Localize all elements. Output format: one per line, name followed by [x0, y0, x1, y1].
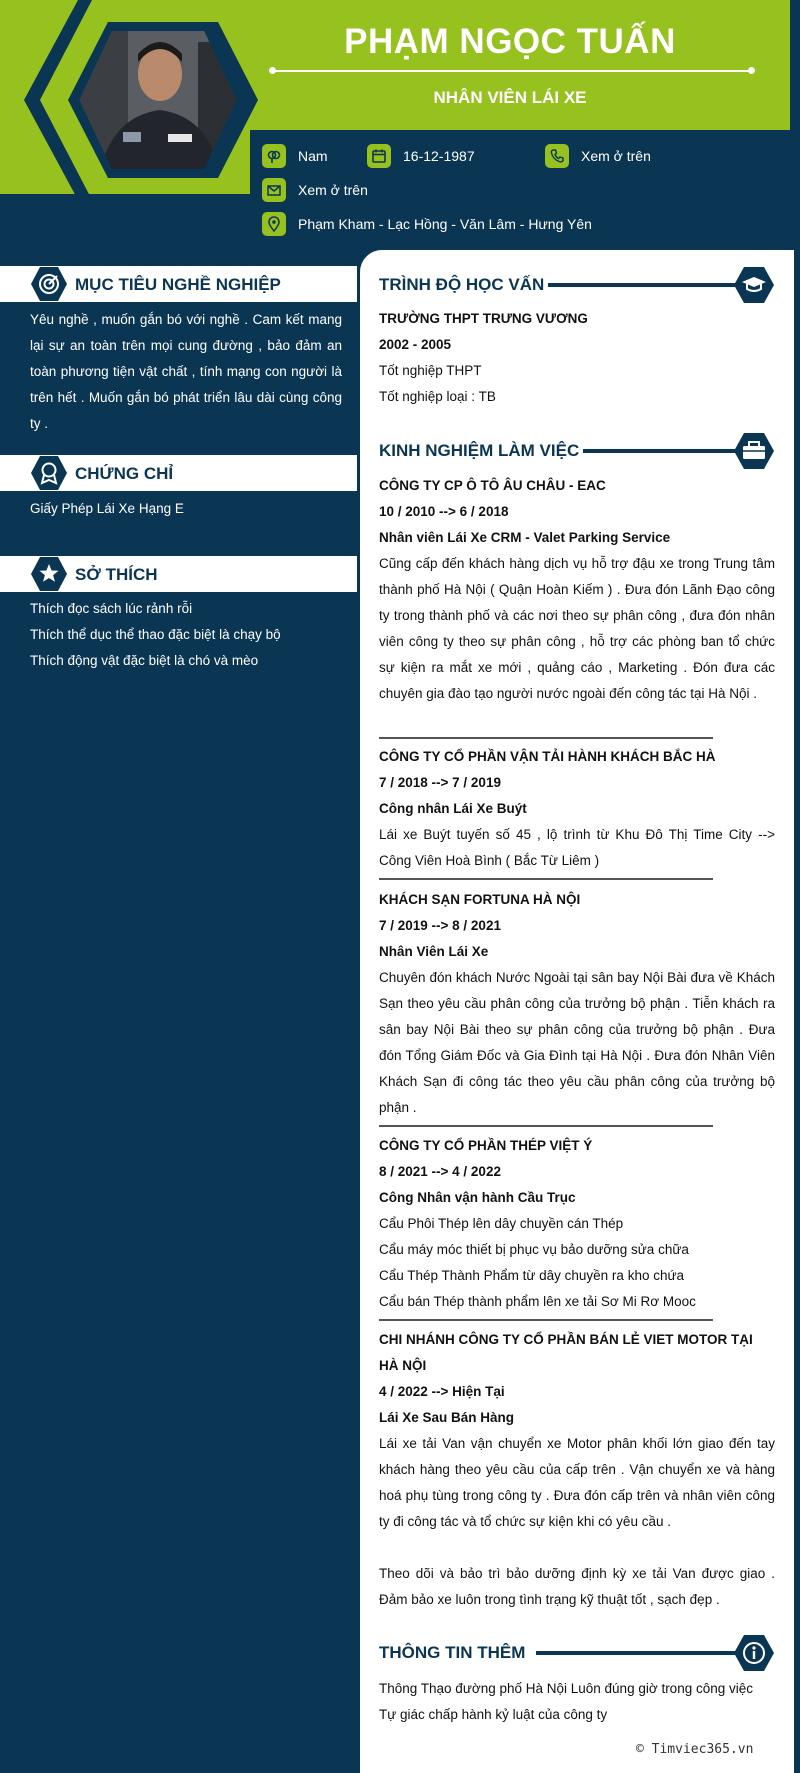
extra-info-title: THÔNG TIN THÊM — [379, 1643, 526, 1662]
watermark-footer: © Timviec365.vn — [636, 1742, 754, 1757]
education-line: Tốt nghiệp loại : TB — [379, 389, 496, 404]
job-task: Cẩu Thép Thành Phẩm từ dây chuyền ra kho chứa — [379, 1268, 685, 1283]
job-company: CÔNG TY CỔ PHẦN THÉP VIỆT Ý — [379, 1138, 593, 1153]
job-company: CHI NHÁNH CÔNG TY CỔ PHẦN BÁN LẺ VIET MOTOR TẠI HÀ NỘI — [379, 1332, 753, 1373]
job-role: Công Nhân vận hành Cầu Trục — [379, 1190, 576, 1205]
certificate-item: Giấy Phép Lái Xe Hạng E — [30, 501, 184, 516]
info-icon — [733, 1634, 775, 1672]
address-value: Phạm Kham - Lạc Hồng - Văn Lâm - Hưng Yên — [298, 216, 592, 232]
job-period: 7 / 2018 --> 7 / 2019 — [379, 775, 501, 790]
phone-icon — [545, 144, 569, 168]
job-period: 10 / 2010 --> 6 / 2018 — [379, 504, 509, 519]
graduation-cap-icon — [733, 266, 775, 304]
job-divider — [379, 737, 713, 739]
job-description-extra: Theo dõi và bảo trì bảo dưỡng định kỳ xe tải Van được giao . Đảm bảo xe luôn trong tình trạng kỹ thuật tốt , sạch đẹp . — [379, 1566, 775, 1607]
job-task: Cẩu bán Thép thành phẩm lên xe tải Sơ Mi Rơ Mooc — [379, 1294, 696, 1309]
job-entry — [379, 1133, 775, 1315]
job-divider — [379, 878, 713, 880]
job-company: KHÁCH SẠN FORTUNA HÀ NỘI — [379, 892, 581, 907]
info-email — [262, 178, 368, 202]
email-value: Xem ở trên — [298, 182, 368, 198]
job-role: Nhân Viên Lái Xe — [379, 944, 489, 959]
extra-info-line: Thông Thạo đường phố Hà Nội Luôn đúng giờ trong công việc — [379, 1681, 753, 1696]
experience-title: KINH NGHIỆM LÀM VIỆC — [379, 441, 580, 460]
star-icon — [30, 556, 68, 592]
job-divider — [379, 1125, 713, 1127]
award-icon — [30, 455, 68, 491]
job-entry — [379, 473, 775, 707]
certificates-title: CHỨNG CHỈ — [75, 464, 174, 483]
job-description: Lái xe Buýt tuyến số 45 , lộ trình từ Khu Đô Thị Time City --> Công Viên Hoà Bình ( Bắc Từ Liêm ) — [379, 827, 775, 868]
info-phone — [545, 144, 651, 168]
name-underline — [272, 70, 752, 72]
school-name: TRƯỜNG THPT TRƯNG VƯƠNG — [379, 311, 588, 326]
job-description: Lái xe tải Van vận chuyển xe Motor phân khối lớn giao đến tay khách hàng theo yêu cầu của cấp trên . Vận chuyển xe và hàng hoá phụ tùng trong công ty . Đưa đón cấp trên và nhân viên công ty đi công tác và tổ chức sự kiện khi có yêu cầu . — [379, 1436, 775, 1529]
job-description: Chuyên đón khách Nước Ngoài tại sân bay Nội Bài đưa về Khách Sạn theo yêu cầu phân công của trưởng bộ phận . Tiễn khách ra sân bay Nội Bài theo sự phân công của trưởng bộ phận . Đưa đón Tổng Giám Đốc và Gia Đình tại Hà Nội . Đưa đón Nhân Viên Khách Sạn đi công tác theo yêu cầu phân công của trưởng bộ phận . — [379, 970, 775, 1115]
info-birthdate — [367, 144, 475, 168]
education-period: 2002 - 2005 — [379, 337, 452, 352]
job-role: Nhân viên Lái Xe CRM - Valet Parking Service — [379, 530, 671, 545]
briefcase-icon — [733, 432, 775, 470]
avatar — [68, 22, 248, 177]
job-company: CÔNG TY CỔ PHẦN VẬN TẢI HÀNH KHÁCH BẮC HÀ — [379, 749, 716, 764]
hobby-item: Thích thể dục thể thao đặc biệt là chạy bộ — [30, 627, 281, 642]
job-entry — [379, 744, 775, 874]
education-title: TRÌNH ĐỘ HỌC VẤN — [379, 275, 545, 294]
hobby-item: Thích động vật đặc biệt là chó và mèo — [30, 653, 259, 668]
objective-text: Yêu nghề , muốn gắn bó với nghề . Cam kết mang lại sự an toàn trên mọi cung đường , bảo đảm an toàn phương tiện vật chất , tính mạng con người là trên hết . Muốn gắn bó phát triển lâu dài cùng công ty . — [30, 312, 342, 431]
job-period: 7 / 2019 --> 8 / 2021 — [379, 918, 501, 933]
info-address — [262, 212, 592, 236]
candidate-position: NHÂN VIÊN LÁI XE — [433, 88, 587, 107]
education-block — [379, 306, 775, 410]
phone-value: Xem ở trên — [581, 148, 651, 164]
job-task: Cẩu máy móc thiết bị phục vụ bảo dưỡng sửa chữa — [379, 1242, 689, 1257]
hobby-item: Thích đọc sách lúc rảnh rỗi — [30, 601, 193, 616]
gender-value: Nam — [298, 148, 328, 164]
experience-rule — [583, 449, 738, 453]
job-company: CÔNG TY CP Ô TÔ ÂU CHÂU - EAC — [379, 478, 606, 493]
extra-info-block — [379, 1676, 775, 1728]
objective-title: MỤC TIÊU NGHỀ NGHIỆP — [75, 275, 281, 294]
job-period: 8 / 2021 --> 4 / 2022 — [379, 1164, 501, 1179]
extra-info-rule — [536, 1651, 738, 1655]
job-role: Lái Xe Sau Bán Hàng — [379, 1410, 515, 1425]
job-task: Cẩu Phôi Thép lên dây chuyền cán Thép — [379, 1216, 624, 1231]
birthdate-value: 16-12-1987 — [403, 148, 475, 164]
hobbies-title: SỞ THÍCH — [75, 565, 158, 584]
gender-icon — [262, 144, 286, 168]
education-line: Tốt nghiệp THPT — [379, 363, 482, 378]
extra-info-line: Tự giác chấp hành kỷ luật của công ty — [379, 1707, 608, 1722]
location-pin-icon — [262, 212, 286, 236]
email-icon — [262, 178, 286, 202]
info-gender — [262, 144, 328, 168]
job-divider — [379, 1319, 713, 1321]
job-period: 4 / 2022 --> Hiện Tại — [379, 1384, 505, 1399]
calendar-icon — [367, 144, 391, 168]
job-entry — [379, 887, 775, 1121]
job-description: Cũng cấp đến khách hàng dịch vụ hỗ trợ đậu xe trong Trung tâm thành phố Hà Nội ( Quận Hoàn Kiếm ) . Đưa đón Lãnh Đạo công ty trong thành phố và các nơi theo sự phân công , đưa đón nhân viên công ty theo sự phân công , hỗ trợ các phòng ban tổ chức sự kiện ra mắt xe mới , quảng cáo , Marketing . Đón đưa các chuyên gia đào tạo người nước ngoài đến công tác tại Hà Nội . — [379, 556, 775, 701]
job-entry — [379, 1327, 775, 1613]
job-role: Công nhân Lái Xe Buýt — [379, 801, 527, 816]
candidate-name: PHẠM NGỌC TUẤN — [344, 22, 676, 61]
target-icon — [30, 266, 68, 302]
education-rule — [548, 283, 738, 287]
